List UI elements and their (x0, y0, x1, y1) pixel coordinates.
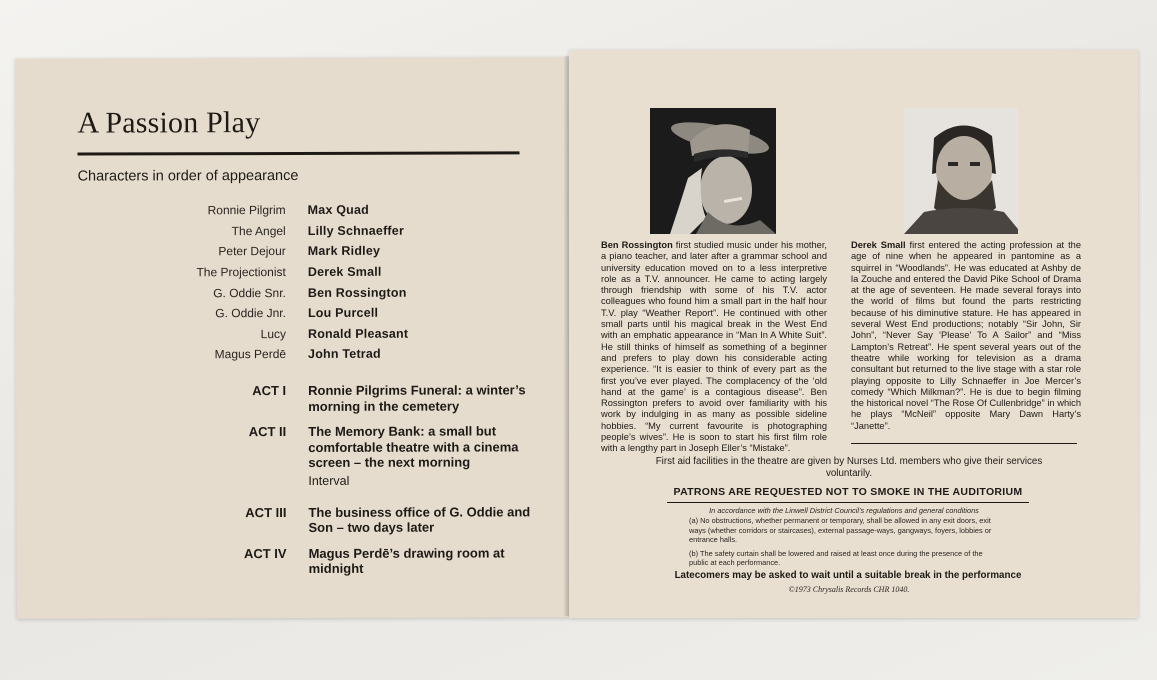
cast-row (16, 240, 568, 262)
portrait-bearded-man-image (900, 108, 1018, 234)
cast-role: The Angel (231, 223, 286, 239)
bio-name: Ben Rossington (601, 240, 673, 250)
cast-row (16, 199, 568, 221)
bio-divider (851, 443, 1077, 444)
regulation-item: (b) The safety curtain shall be lowered and raised at least once during the presence of the public at each performance. (689, 548, 983, 568)
first-aid-notice: First aid facilities in the theatre are given by Nurses Ltd. members who give their services voluntarily. (655, 456, 1043, 479)
act-label: ACT III (245, 504, 287, 520)
cast-actor: Lilly Schnaeffer (307, 223, 405, 238)
regulations-intro: In accordance with the Linwell District Council’s regulations and general conditions (709, 506, 979, 515)
no-smoking-notice: PATRONS ARE REQUESTED NOT TO SMOKE IN THE AUDITORIUM (673, 486, 1023, 498)
act-label: ACT IV (243, 545, 287, 561)
cast-actor: Ben Rossington (307, 285, 407, 300)
cast-actor: Lou Purcell (307, 306, 379, 321)
act-description: Magus Perdē’s drawing room at midnight (308, 544, 505, 576)
act-label: ACT II (248, 424, 287, 440)
cast-actor: Ronald Pleasant (307, 326, 409, 341)
regulation-item: (a) No obstructions, whether permanent or temporary, shall be allowed in any exit doors, exit ways (whether corridors or staircases), external passage-ways, gangways, foyers, lobbies or entrance halls. (689, 516, 992, 545)
cast-role: G. Oddie Jnr. (215, 306, 286, 321)
play-title: A Passion Play (77, 106, 261, 140)
cast-role: Peter Dejour (218, 244, 286, 259)
notice-divider (667, 502, 1029, 503)
cast-heading: Characters in order of appearance (77, 167, 299, 185)
act-row (17, 545, 569, 577)
act-description: The Memory Bank: a small but comfortable theatre with a cinema screen – the next morning (308, 423, 519, 470)
act-row (16, 423, 568, 471)
act-row (16, 382, 568, 414)
bio-text: first studied music under his mother, a piano teacher, and later after a grammar school and university education moved on to a less interpretive role as a T.V. announcer. He came to acting largely through friendship with some of his T.V. actor colleagues who found him a small part in the half hour T.V. play “Weather Report”. He continued with other small parts until his magical break in the West End with an emphatic appearance in “Man In A White Suit”. He still thinks of himself as something of a beginner and prefers to play down his considerable acting experience. “It is easier to think of every part as the first you’ve ever played. The complacency of the ‘old hand at the game’ is a contagious disease”. Ben Rossington prefers to avoid over familiarity with his work by indulging in as many as possible sideline hobbies. “My current favourite is photographing people’s wives”. He is soon to start his first film role with a lengthy part in Joseph Eller’s “Mistake”. (601, 240, 827, 454)
act-label: ACT I (252, 383, 287, 399)
right-page (569, 50, 1138, 618)
cast-actor: Derek Small (307, 264, 382, 280)
cast-row (16, 220, 568, 242)
cast-row (16, 323, 568, 345)
cast-list (16, 199, 568, 365)
cast-actor: Max Quad (307, 203, 370, 218)
ben-rossington-photo (650, 108, 776, 234)
act-description: The business office of G. Oddie and Son – two days later (308, 503, 531, 535)
cast-row (16, 302, 568, 324)
act-row (16, 504, 568, 536)
regulations (689, 506, 999, 567)
acts-list (16, 382, 569, 587)
cast-actor: Mark Ridley (307, 244, 381, 259)
bio-derek-small (851, 240, 1081, 432)
act-description: Ronnie Pilgrims Funeral: a winter’s morning in the cemetery (308, 382, 526, 414)
cast-row (16, 343, 568, 365)
bio-text: first entered the acting profession at the age of nine when he appeared in pantomine as a squirrel in “Woodlands”. He was educated at Ashby de la Zouche and entered the David Pike School of Drama at the age of seventeen. He made several forays into the world of films but found the parts restricting because of his diminutive stature. He has appeared in several West End productions; notably “Sir John, Sir John”, “Never Say ‘Please’ To A Sailor” and “Miss Lampton’s Retreat”. He spent several years out of the theatre while working for television as a drama consultant but returned to the live stage with a star role playing opposite to Lilly Schnaeffer in Joe Mercer’s comedy “Which Milkman?”. He is due to begin filming the historical novel “The Rose Of Cullenbridge” in which he plays “McNeil” opposite Mary Dawn Harty’s “Janette”. (851, 240, 1081, 431)
portrait-hat-man-image (650, 108, 776, 234)
interval-label: Interval (308, 473, 350, 488)
cast-role: G. Oddie Snr. (213, 285, 286, 300)
title-divider (78, 151, 520, 155)
latecomers-notice: Latecomers may be asked to wait until a suitable break in the performance (674, 570, 1022, 581)
cast-role: Magus Perdē (214, 347, 287, 362)
cast-role: The Projectionist (196, 265, 286, 280)
cast-row (16, 261, 568, 283)
cast-row (16, 282, 568, 304)
cast-role: Lucy (260, 326, 287, 341)
cast-role: Ronnie Pilgrim (207, 203, 286, 218)
bio-name: Derek Small (851, 240, 906, 250)
cast-actor: John Tetrad (308, 347, 381, 362)
left-page (15, 57, 568, 618)
derek-small-photo (900, 108, 1018, 234)
copyright-line: ©1973 Chrysalis Records CHR 1040. (788, 585, 910, 594)
bio-ben-rossington (601, 240, 827, 455)
